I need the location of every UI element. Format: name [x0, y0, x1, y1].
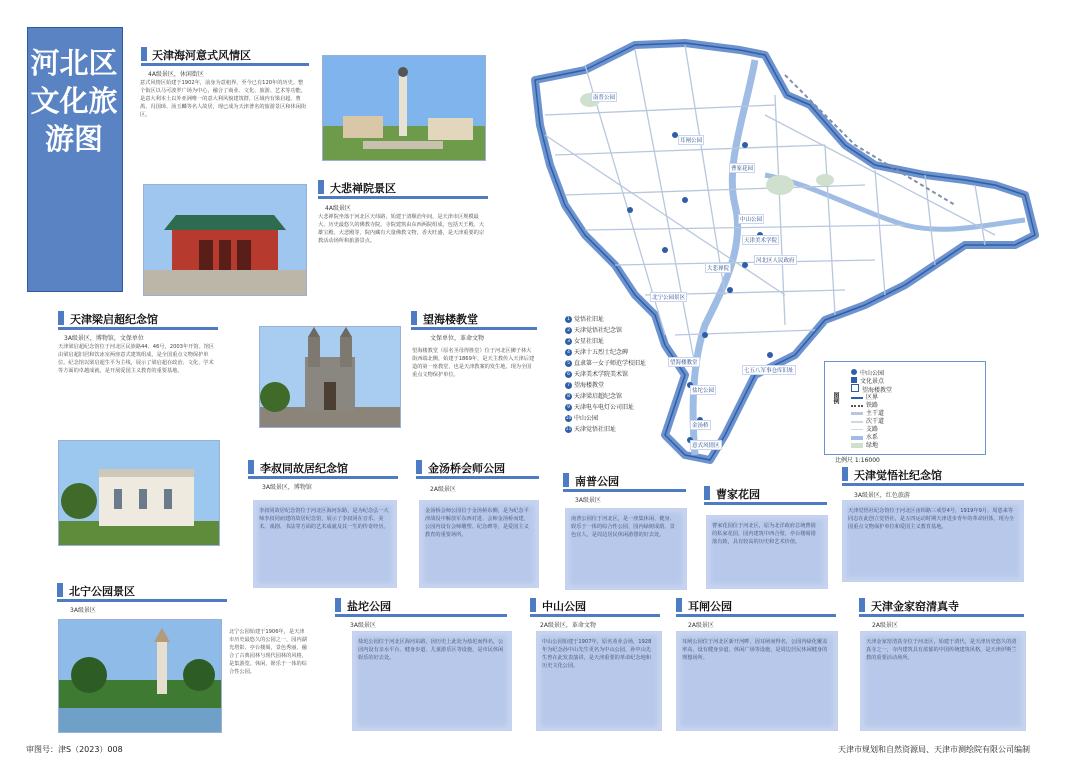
photo-liang — [58, 440, 220, 546]
map-label: 望海楼教堂 — [668, 357, 700, 367]
section-underline — [58, 327, 218, 330]
map-scale: 比例尺 1:16000 — [835, 457, 880, 464]
map-label: 河北区人民政府 — [754, 255, 797, 265]
section-title-haihe: 天津海河意式风情区 — [152, 49, 251, 62]
section-body-haihe: 意式风情区始建于1902年，前身为意租界，至今已有120年的历史。整个街区以马可波罗广场为中心，融合了商业、文化、旅游、艺术等功能，是意大利本土以外亚洲唯一的意大利风貌建筑群，区域内有梁启超、曹禺、冯国璋、汤玉麟等名人故居，现已成为天津著名的旅游景区和休闲街区。 — [140, 80, 307, 118]
section-sub-zhongshan: 2A级景区，革命文物 — [540, 622, 596, 629]
map-label: 天津美术学院 — [742, 235, 779, 245]
section-marker — [335, 598, 341, 612]
section-underline — [704, 502, 827, 505]
greenland-icon — [851, 443, 863, 448]
section-marker — [318, 180, 324, 194]
section-sub-lishutong: 3A级景区，博物馆 — [262, 484, 312, 491]
section-body-beining: 北宁公园始建于1906年，是天津市历史最悠久的公园之一，园内湖光塔影、亭台楼阁，景色秀丽，融合了古典园林与现代园林的风格，是集游览、休闲、娱乐于一体的综合性公园。 — [229, 629, 307, 675]
map-label: 曹家花园 — [729, 163, 755, 173]
marker-icon: 10 — [565, 416, 572, 421]
marker-icon: 1 — [565, 316, 572, 323]
photo-beining — [58, 619, 222, 733]
section-marker — [530, 598, 536, 612]
section-marker — [859, 598, 865, 612]
approval-number: 审图号：津S（2023）008 — [26, 745, 123, 754]
section-body-wanghailou: 望海楼教堂（原名圣母得胜堂）位于河北区狮子林大街西端北侧，始建于1869年，是天主教传入天津后建造的第一座教堂，也是天津教案的发生地，现为全国重点文物保护单位。 — [412, 348, 535, 378]
section-underline — [57, 599, 227, 602]
site-list: 1 觉悟社旧址 2 天津觉悟社纪念馆 3 女星社旧址 4 天津十五烈士纪念碑 5 直隶第一女子师范学校旧址 6 天津美术学院美术馆 7 望海楼教堂 8 天津梁启超纪念馆 9 天津电车电灯公司旧址 10 中山公园 11 天津觉悟社旧址 — [565, 316, 647, 433]
section-body-liang: 天津梁启超纪念馆位于河北区民族路44、46号，2003年开馆。馆区由梁启超旧居和饮冰室两座意式建筑组成，是全国重点文物保护单位。纪念馆以梁启超生平为主线，展示了梁启超在政治、文化、学术等方面的卓越成就，是开展爱国主义教育的重要基地。 — [58, 344, 215, 374]
road-icon — [851, 412, 863, 415]
section-sub-beining: 3A级景区 — [70, 607, 96, 614]
photo-wanghailou — [259, 326, 401, 428]
publisher: 天津市规划和自然资源局、天津市测绘院有限公司编制 — [838, 745, 1030, 754]
photo-dabei — [143, 184, 307, 296]
section-sub-erwei: 2A级景区 — [688, 622, 714, 629]
section-marker — [416, 460, 422, 474]
marker-icon: 11 — [565, 427, 572, 432]
site-icon — [851, 377, 857, 383]
section-marker — [842, 467, 848, 481]
section-underline — [335, 614, 507, 617]
section-sub-juewu: 3A级景区，红色旅游 — [854, 492, 910, 499]
section-title-jintang: 金汤桥会师公园 — [428, 462, 505, 475]
section-underline — [416, 476, 539, 479]
marker-icon: 2 — [565, 327, 572, 334]
section-marker — [141, 47, 147, 61]
map-label: 金汤桥 — [690, 420, 711, 430]
section-title-dabei: 大悲禅院景区 — [330, 182, 396, 195]
section-body-jinjia: 天津金家窑清真寺位于河北区，始建于清代，是天津历史悠久的清真寺之一，寺内建筑具有浓郁的中国传统建筑风格，是天津伊斯兰教的重要活动场所。 — [866, 639, 1017, 661]
marker-icon: 8 — [565, 393, 572, 400]
section-underline — [563, 489, 686, 492]
marker-icon: 4 — [565, 349, 572, 356]
marker-icon: 9 — [565, 404, 572, 411]
section-title-juewu: 天津觉悟社纪念馆 — [854, 469, 942, 482]
section-underline — [859, 614, 1024, 617]
section-title-zhongshan: 中山公园 — [542, 600, 586, 613]
section-body-dabei: 大悲禅院坐落于河北区天纬路，始建于清顺治年间，是天津市区规模最大、历史最悠久的佛教寺院。寺院建筑由东西两院组成，包括天王殿、大雄宝殿、大悲殿等，院内藏有大量佛教文物，香火旺盛，是天津重要的宗教活动场所和旅游景点。 — [318, 214, 485, 244]
section-title-caojia: 曹家花园 — [716, 488, 760, 501]
section-sub-jinjia: 2A级景区 — [872, 622, 898, 629]
section-sub-jintang: 2A级景区 — [430, 486, 456, 493]
section-underline — [842, 483, 1024, 486]
map-legend: 图例 中山公园 文化景点 望海楼教堂 区界 铁路 主干道 次干道 支路 水系 绿地 — [824, 361, 986, 455]
map-label: 大悲禅院 — [705, 263, 731, 273]
section-underline — [248, 476, 398, 479]
map-label: 北宁公园景区 — [650, 292, 687, 302]
road-icon — [851, 429, 863, 430]
map-label: 中山公园 — [738, 214, 764, 224]
section-sub-nanning: 3A级景区 — [575, 497, 601, 504]
map-title: 河北区文化旅游图 — [30, 46, 118, 156]
section-underline — [411, 327, 537, 330]
section-title-liang: 天津梁启超纪念馆 — [70, 313, 158, 326]
section-body-nanning: 南普公园位于河北区，是一座集休闲、健身、娱乐于一体的综合性公园，园内绿树成荫、景色宜人，是周边居民休闲游憩的好去处。 — [571, 516, 675, 538]
section-sub-dabei: 4A级景区 — [325, 205, 351, 212]
section-body-yantuo: 盐坨公园位于河北区海河东路，因历史上此处为盐坨而得名，公园内设有亲水平台、健身步道、儿童游乐区等设施，是市民休闲娱乐的好去处。 — [358, 639, 504, 661]
road-icon — [851, 421, 863, 423]
section-underline — [530, 614, 660, 617]
section-title-lishutong: 李叔同故居纪念馆 — [260, 462, 348, 475]
section-title-erwei: 耳闸公园 — [688, 600, 732, 613]
section-title-nanning: 南普公园 — [575, 475, 619, 488]
map-label: 南普公园 — [591, 92, 617, 102]
section-body-zhongshan: 中山公园始建于1907年，原名劝业会场，1928年为纪念孙中山先生更名为中山公园，孙中山先生曾在此发表演讲，是天津重要的革命纪念地和历史文化公园。 — [542, 639, 652, 669]
section-underline — [141, 63, 309, 66]
section-marker — [563, 473, 569, 487]
section-marker — [248, 460, 254, 474]
section-sub-haihe: 4A级景区，休闲街区 — [148, 71, 204, 78]
section-marker — [57, 583, 63, 597]
map-label: 七五八军事仓库旧址 — [742, 365, 796, 375]
section-sub-yantuo: 3A级景区 — [350, 622, 376, 629]
section-body-juewu: 天津觉悟社纪念馆位于河北区宙纬路三戒里4号，1919年9月，周恩来等同志在此创立觉悟社，是五四运动时期天津进步青年的革命团体，现为全国重点文物保护单位和爱国主义教育基地。 — [848, 508, 1015, 530]
section-title-jinjia: 天津金家窑清真寺 — [871, 600, 959, 613]
section-title-wanghailou: 望海楼教堂 — [423, 313, 478, 326]
section-sub-wanghailou: 文保单位，革命文物 — [430, 335, 485, 342]
park-icon — [851, 369, 857, 375]
section-title-yantuo: 盐坨公园 — [347, 600, 391, 613]
rail-icon — [851, 405, 863, 407]
section-body-lishutong: 李叔同故居纪念馆位于河北区海河东路，是为纪念弘一大师李叔同而建的故居纪念馆，展示了李叔同在音乐、美术、戏剧、书法等方面的艺术成就及其一生的传奇经历。 — [259, 508, 389, 530]
section-sub-liang: 3A级景区，博物馆，文保单位 — [64, 335, 144, 342]
section-body-caojia: 曹家花园位于河北区，原为北洋政府总统曹锟的私家花园，园内建筑中西合璧，亭台楼阁错落有致，具有较高的历史和艺术价值。 — [712, 523, 816, 545]
section-marker — [676, 598, 682, 612]
marker-icon: 3 — [565, 338, 572, 345]
church-icon — [851, 384, 859, 392]
legend-title: 图例 — [832, 392, 839, 404]
photo-haihe — [322, 55, 486, 161]
section-underline — [318, 196, 488, 199]
section-marker — [411, 311, 417, 325]
section-body-jintang: 金汤桥会师公园位于金汤桥东侧，是为纪念平津战役中解放军东西对进、会师金汤桥而建，公园内设有会师雕塑、纪念碑等，是爱国主义教育的重要场所。 — [425, 508, 529, 538]
boundary-icon — [851, 397, 863, 399]
marker-icon: 5 — [565, 360, 572, 367]
map-label: 意式风情区 — [690, 440, 722, 450]
map-label: 盐坨公园 — [690, 385, 716, 395]
section-title-beining: 北宁公园景区 — [69, 585, 135, 598]
section-marker — [58, 311, 64, 325]
section-body-erwei: 耳闸公园位于河北区新开河畔，因耳闸而得名，公园内绿化覆盖率高，设有健身步道、休闲广场等设施，是周边居民休闲健身的理想场所。 — [682, 639, 828, 661]
water-icon — [851, 436, 863, 440]
marker-icon: 6 — [565, 371, 572, 378]
map-label: 耳闸公园 — [678, 135, 704, 145]
marker-icon: 7 — [565, 382, 572, 389]
section-underline — [676, 614, 836, 617]
section-marker — [704, 486, 710, 500]
